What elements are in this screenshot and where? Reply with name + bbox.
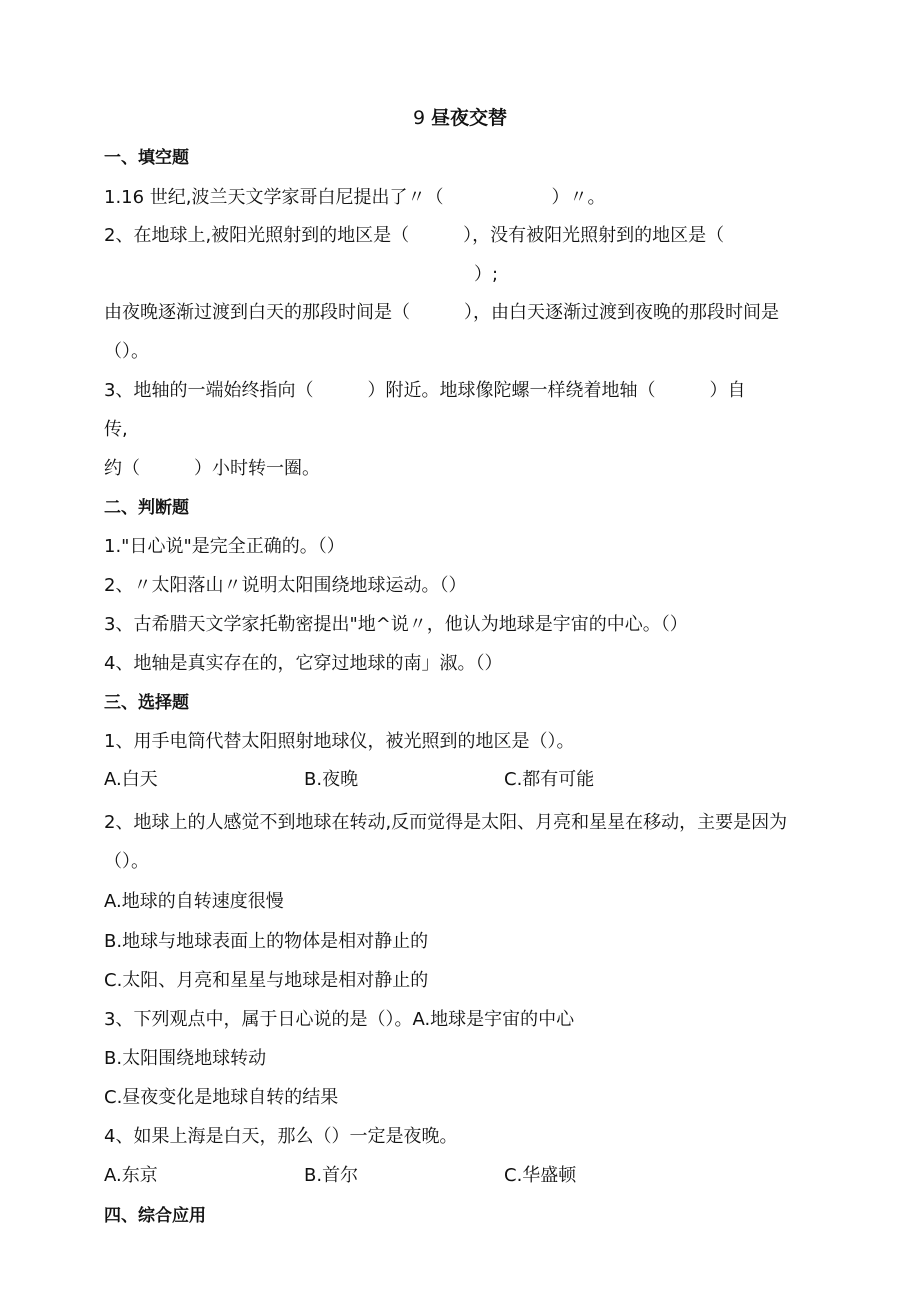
section-heading-apply: 四、综合应用: [104, 1206, 206, 1226]
fill-question-2-line4: （）。: [104, 341, 149, 362]
section-heading-judge: 二、判断题: [104, 498, 189, 518]
judge-question-3: 3、古希腊天文学家托勒密提出"地^说〃，他认为地球是宇宙的中心。（）: [104, 614, 688, 635]
choice-question-1: 1、用手电筒代替太阳照射地球仪，被光照到的地区是（）。: [104, 731, 575, 752]
fill-question-2-line1: 2、在地球上,被阳光照射到的地区是（ ），没有被阳光照射到的地区是（: [104, 225, 725, 246]
choice-q2-option-a: A.地球的自转速度很慢: [104, 891, 284, 912]
fill-question-3-line1: 3、地轴的一端始终指向（ ）附近。地球像陀螺一样绕着地轴（ ）自: [104, 380, 746, 401]
lesson-number: 9: [412, 107, 426, 129]
section-heading-choice: 三、选择题: [104, 693, 189, 713]
choice-q1-option-b: B.夜晚: [304, 769, 359, 790]
choice-q2-option-b: B.地球与地球表面上的物体是相对静止的: [104, 931, 429, 952]
choice-q4-option-a: A.东京: [104, 1165, 158, 1186]
choice-question-2-line1: 2、地球上的人感觉不到地球在转动,反而觉得是太阳、月亮和星星在移动，主要是因为: [104, 812, 788, 833]
choice-q3-option-c: C.昼夜变化是地球自转的结果: [104, 1087, 339, 1108]
judge-question-2: 2、〃太阳落山〃说明太阳围绕地球运动。（）: [104, 575, 467, 596]
choice-question-2-line2: （）。: [104, 851, 149, 872]
choice-q4-option-c: C.华盛顿: [504, 1165, 577, 1186]
choice-q4-option-b: B.首尔: [304, 1165, 359, 1186]
choice-q1-option-a: A.白天: [104, 769, 158, 790]
fill-question-1: 1.16 世纪,波兰天文学家哥白尼提出了〃（ ）〃。: [104, 187, 606, 208]
choice-q3-option-b: B.太阳围绕地球转动: [104, 1048, 267, 1069]
fill-question-2-line2: ）;: [474, 264, 499, 285]
choice-q1-option-c: C.都有可能: [504, 769, 595, 790]
section-heading-fill: 一、填空题: [104, 148, 189, 168]
fill-question-3-line3: 约（ ）小时转一圈。: [104, 458, 320, 479]
fill-question-3-line2: 传,: [104, 419, 128, 440]
lesson-title: 昼夜交替: [431, 107, 508, 129]
choice-q2-option-c: C.太阳、月亮和星星与地球是相对静止的: [104, 970, 429, 991]
choice-question-3: 3、下列观点中，属于日心说的是（）。A.地球是宇宙的中心: [104, 1009, 575, 1030]
judge-question-4: 4、地轴是真实存在的，它穿过地球的南」淑。（）: [104, 653, 503, 674]
page-title: [0, 106, 920, 130]
judge-question-1: 1."日心说"是完全正确的。（）: [104, 536, 345, 557]
choice-question-4: 4、如果上海是白天，那么（）一定是夜晚。: [104, 1126, 458, 1147]
fill-question-2-line3: 由夜晚逐渐过渡到白天的那段时间是（ ），由白天逐渐过渡到夜晚的那段时间是: [104, 302, 779, 323]
